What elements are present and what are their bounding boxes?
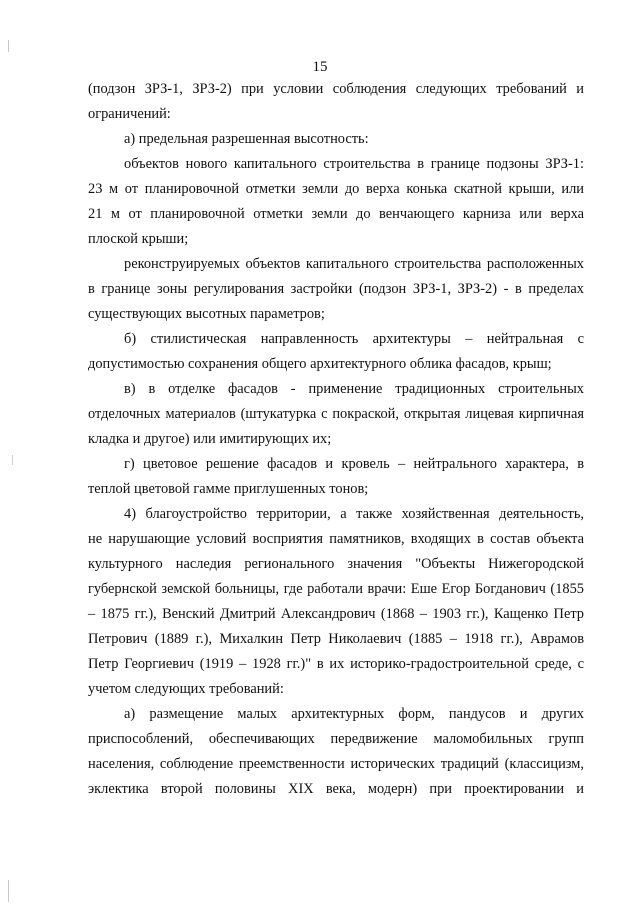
text-line: 4) благоустройство территории, а также хозяйственная деятельность,: [124, 506, 584, 522]
text-line: теплой цветовой гамме приглушенных тонов;: [88, 481, 369, 497]
scan-mark: [8, 40, 9, 52]
scan-mark: [12, 455, 13, 465]
text-line: губернской земской больницы, где работали врачи: Еше Егор Богданович (1855: [88, 581, 584, 597]
text-line: – 1875 гг.), Венский Дмитрий Александрович (1868 – 1903 гг.), Кащенко Петр: [88, 606, 584, 622]
text-line: допустимостью сохранения общего архитектурного облика фасадов, крыш;: [88, 356, 552, 372]
text-line: 21 м от планировочной отметки земли до венчающего карниза или верха: [88, 206, 584, 222]
text-line: а) предельная разрешенная высотность:: [124, 131, 369, 147]
text-line: существующих высотных параметров;: [88, 306, 325, 322]
text-line: приспособлений, обеспечивающих передвижение маломобильных групп: [88, 731, 584, 747]
text-line: отделочных материалов (штукатурка с покраской, открытая лицевая кирпичная: [88, 406, 584, 422]
text-line: 23 м от планировочной отметки земли до верха конька скатной крыши, или: [88, 181, 584, 197]
page-number: 15: [312, 59, 328, 75]
text-line: эклектика второй половины XIX века, модерн) при проектировании и: [88, 781, 584, 797]
text-line: (подзон ЗРЗ-1, ЗРЗ-2) при условии соблюдения следующих требований и: [88, 81, 584, 97]
text-line: в границе зоны регулирования застройки (подзон ЗРЗ-1, ЗРЗ-2) - в пределах: [88, 281, 584, 297]
text-line: в) в отделке фасадов - применение традиционных строительных: [124, 381, 584, 397]
text-line: г) цветовое решение фасадов и кровель – нейтрального характера, в: [124, 456, 584, 472]
text-line: кладка и другое) или имитирующих их;: [88, 431, 332, 447]
text-line: а) размещение малых архитектурных форм, пандусов и других: [124, 706, 584, 722]
text-line: не нарушающие условий восприятия памятников, входящих в состав объекта: [88, 531, 584, 547]
text-line: учетом следующих требований:: [88, 681, 284, 697]
text-line: населения, соблюдение преемственности исторических традиций (классицизм,: [88, 756, 584, 772]
text-line: культурного наследия регионального значения "Объекты Нижегородской: [88, 556, 584, 572]
text-line: Петрович (1889 г.), Михалкин Петр Николаевич (1885 – 1918 гг.), Аврамов: [88, 631, 584, 647]
text-line: реконструируемых объектов капитального строительства расположенных: [124, 256, 584, 272]
text-line: б) стилистическая направленность архитектуры – нейтральная с: [124, 331, 584, 347]
text-line: плоской крыши;: [88, 231, 189, 247]
text-line: Петр Георгиевич (1919 – 1928 гг.)" в их историко-градостроительной среде, с: [88, 656, 584, 672]
text-line: ограничений:: [88, 106, 171, 122]
scan-mark: [8, 880, 9, 902]
text-line: объектов нового капитального строительства в границе подзоны ЗРЗ-1:: [124, 156, 584, 172]
